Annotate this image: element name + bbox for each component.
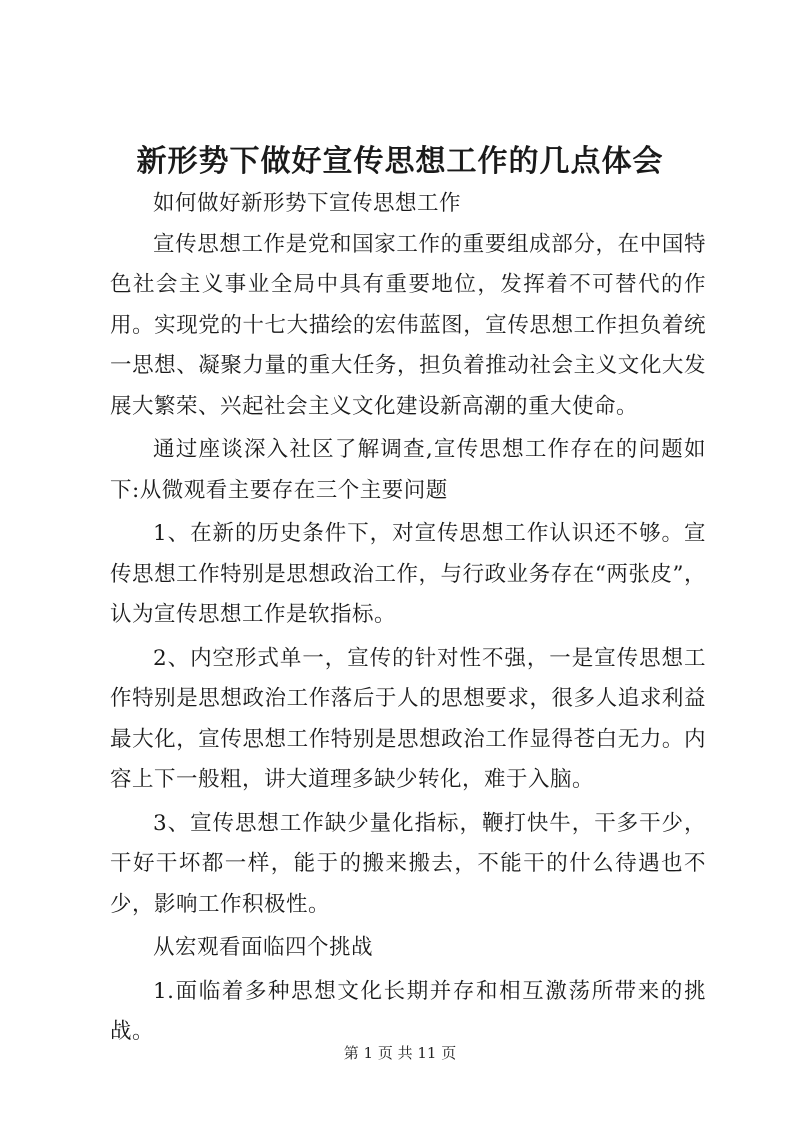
paragraph-problem-1: 1、在新的历史条件下，对宣传思想工作认识还不够。宣传思想工作特别是思想政治工作，与行政业务存在“两张皮”，认为宣传思想工作是软指标。 — [110, 521, 706, 627]
paragraph-problem-2: 2、内空形式单一，宣传的针对性不强，一是宣传思想工作特别是思想政治工作落后于人的思想要求，很多人追求利益最大化，宣传思想工作特别是思想政治工作显得苍白无力。内容上下一般粗，讲大道理多缺少转化，难于入脑。 — [110, 645, 706, 792]
paragraph-macro-heading: 从宏观看面临四个挑战 — [153, 935, 374, 960]
paragraph-survey: 通过座谈深入社区了解调查,宣传思想工作存在的问题如下:从微观看主要存在三个主要问题 — [110, 437, 706, 503]
paragraph-intro: 宣传思想工作是党和国家工作的重要组成部分，在中国特色社会主义事业全局中具有重要地位，发挥着不可替代的作用。实现党的十七大描绘的宏伟蓝图，宣传思想工作担负着统一思想、凝聚力量的重大任务，担负着推动社会主义文化大发展大繁荣、兴起社会主义文化建设新高潮的重大使命。 — [110, 231, 706, 419]
paragraph-challenge-1: 1.面临着多种思想文化长期并存和相互激荡所带来的挑战。 — [110, 978, 706, 1044]
paragraph-subtitle: 如何做好新形势下宣传思想工作 — [153, 191, 462, 216]
document-body — [110, 184, 706, 1053]
page-footer: 第 1 页 共 11 页 — [343, 1044, 457, 1062]
document-title: 新形势下做好宣传思想工作的几点体会 — [136, 144, 664, 179]
paragraph-problem-3: 3、宣传思想工作缺少量化指标，鞭打快牛，干多干少，干好干坏都一样，能于的搬来搬去，不能干的什么待遇也不少，影响工作积极性。 — [110, 810, 706, 917]
